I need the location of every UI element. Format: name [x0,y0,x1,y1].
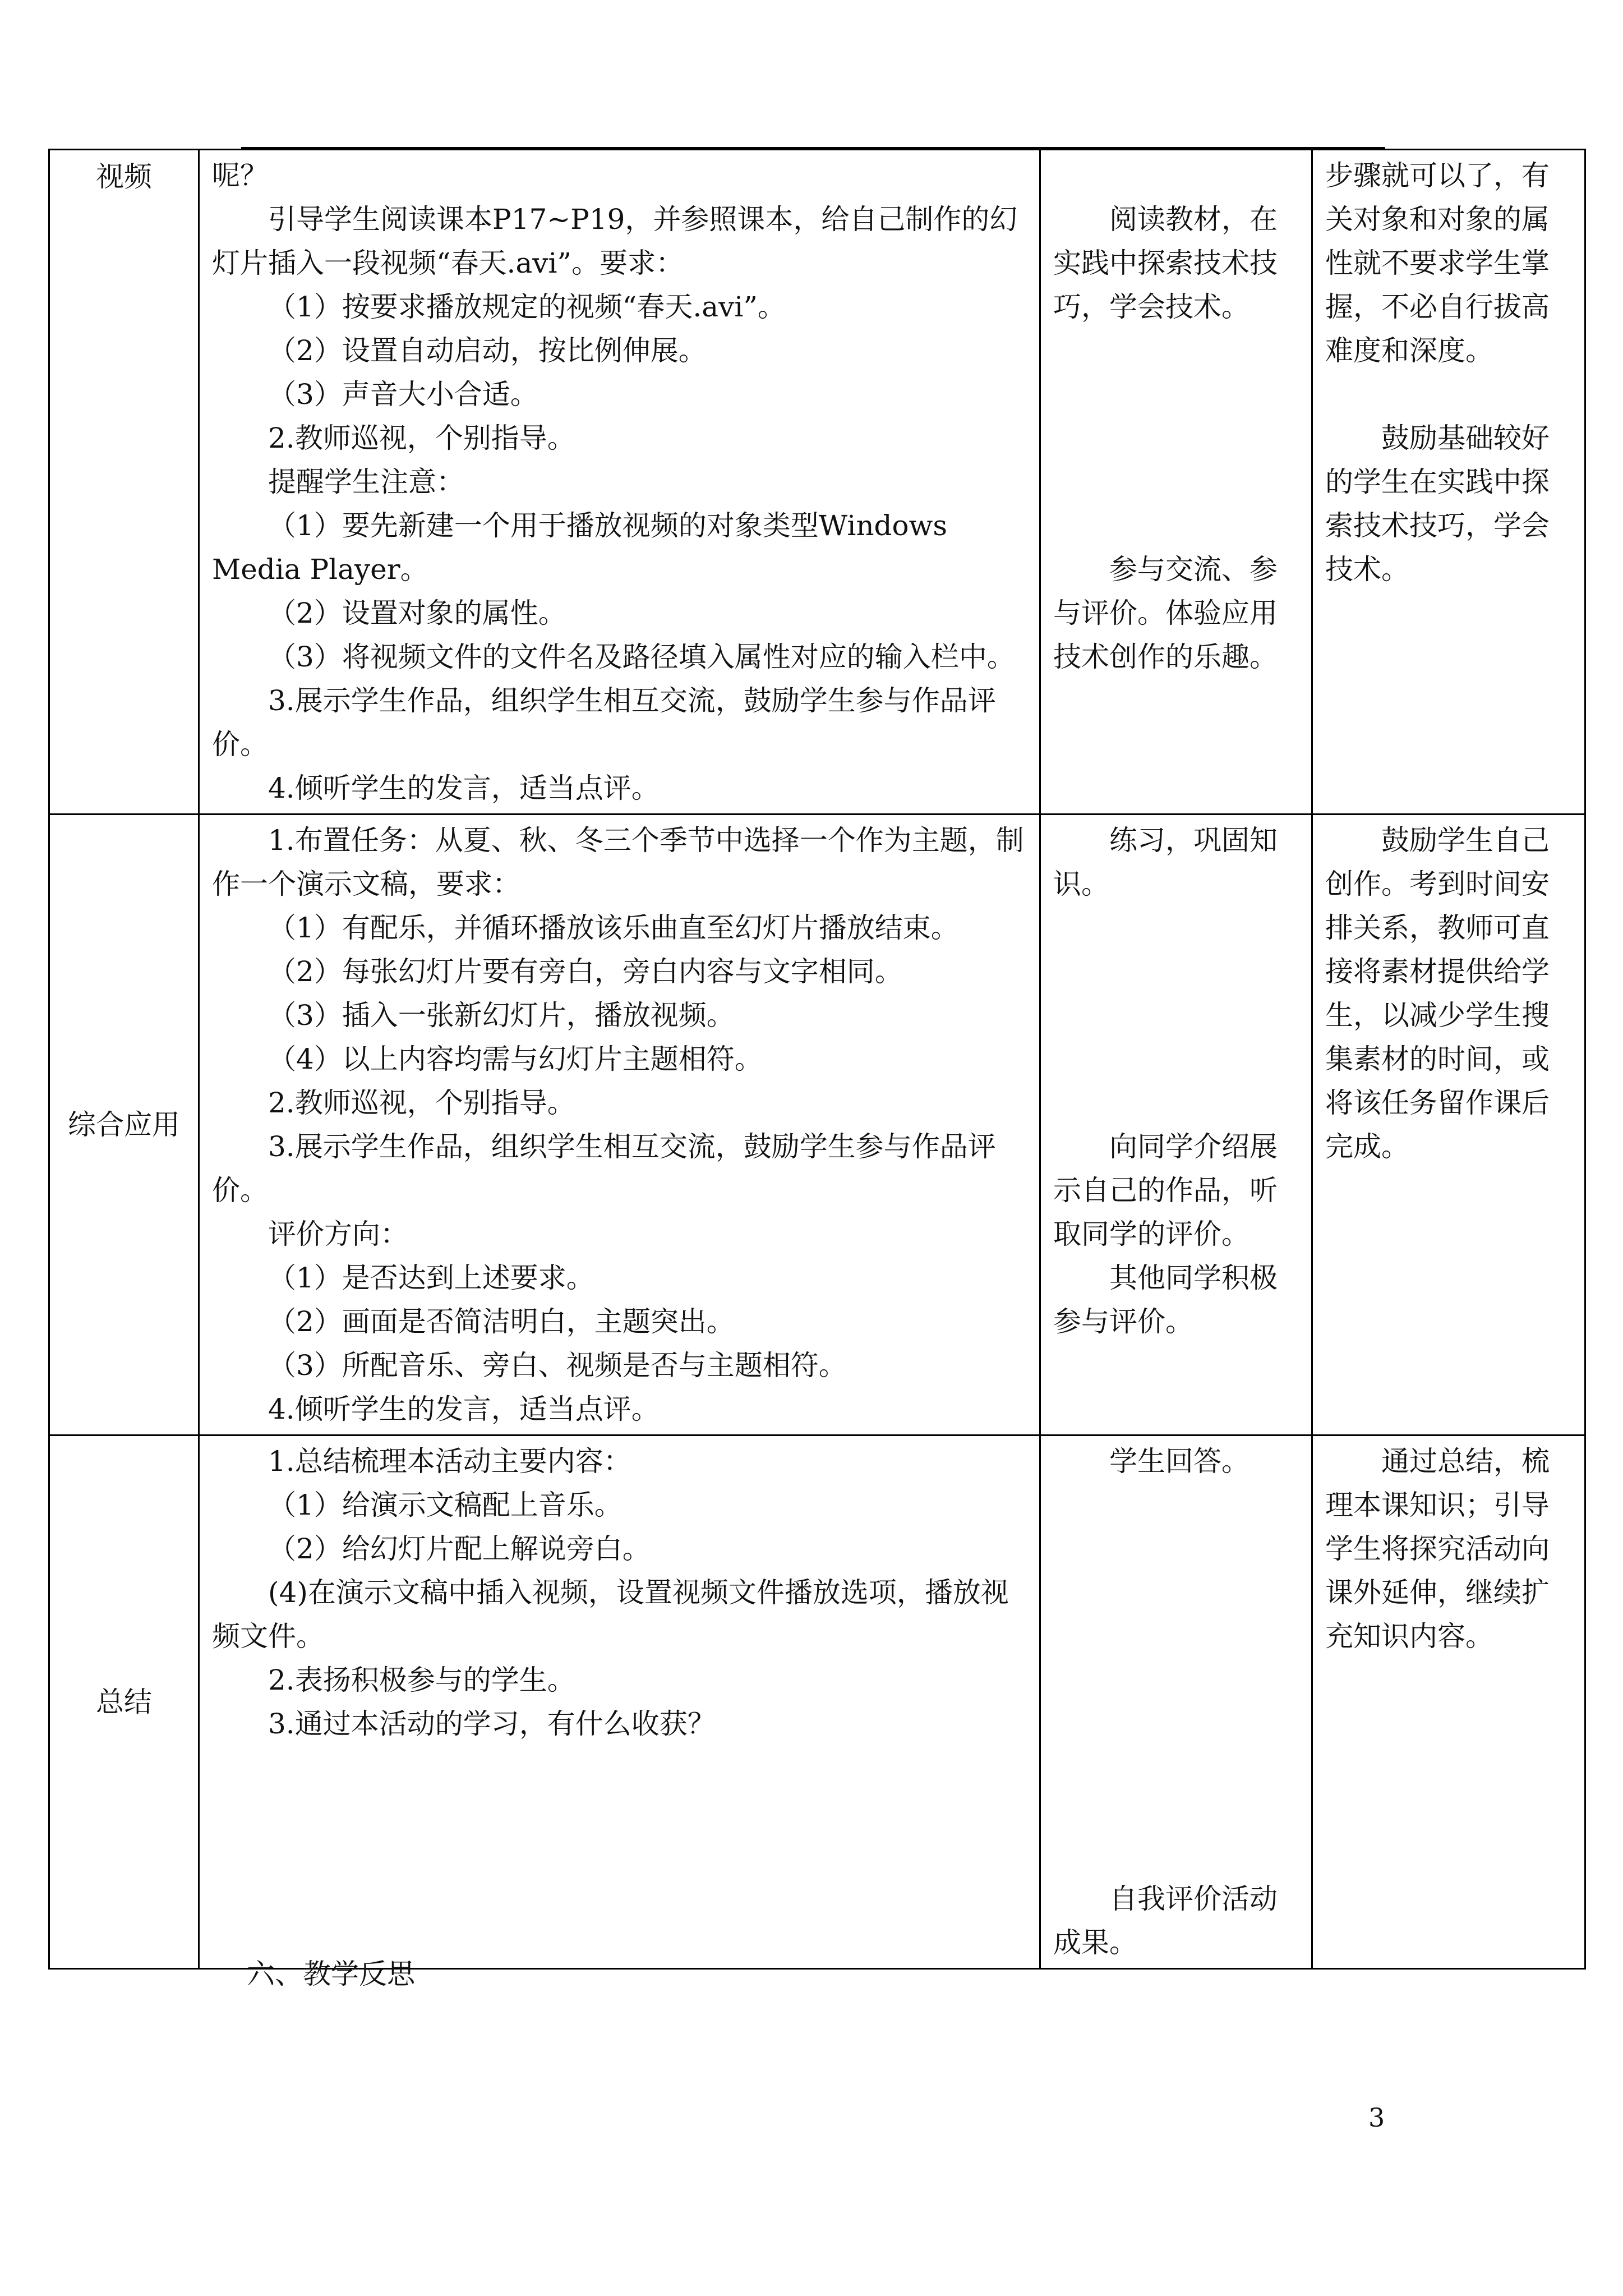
page-number: 3 [1368,2102,1385,2133]
table-row-summary [49,1435,1585,1969]
design-notes-cell: 鼓励学生自己创作。考到时间安排关系，教师可直接将素材提供给学生，以减少学生搜集素材的时间，或将该任务留作课后完成。 [1312,815,1585,1435]
student-activity-cell: 阅读教材，在实践中探索技术技巧，学会技术。 参与交流、参与评价。体验应用技术创作的乐趣。 [1040,150,1312,815]
student-activity-cell: 练习，巩固知识。 向同学介绍展示自己的作品，听取同学的评价。 其他同学积极参与评价。 [1040,815,1312,1435]
table-row-apply [49,815,1585,1435]
row-label: 综合应用 [49,815,199,1435]
design-notes-cell: 步骤就可以了，有关对象和对象的属性就不要求学生掌握，不必自行拔高难度和深度。 鼓励基础较好的学生在实践中探索技术技巧，学会技术。 [1312,150,1585,815]
design-notes-cell: 通过总结，梳理本课知识；引导学生将探究活动向课外延伸，继续扩充知识内容。 [1312,1435,1585,1969]
teacher-activity-cell: 1.布置任务：从夏、秋、冬三个季节中选择一个作为主题，制作一个演示文稿，要求： （1）有配乐，并循环播放该乐曲直至幻灯片播放结束。 （2）每张幻灯片要有旁白，旁白内容与文字相同。 （3）插入一张新幻灯片，播放视频。 （4）以上内容均需与幻灯片主题相符。 2.教师巡视，个别指导。 3.展示学生作品，组织学生相互交流，鼓励学生参与作品评价。 评价方向： （1）是否达到上述要求。 （2）画面是否简洁明白，主题突出。 （3）所配音乐、旁白、视频是否与主题相符。 4.倾听学生的发言，适当点评。 [199,815,1040,1435]
teacher-activity-cell: 1.总结梳理本活动主要内容： （1）给演示文稿配上音乐。 （2）给幻灯片配上解说旁白。 (4)在演示文稿中插入视频，设置视频文件播放选项，播放视频文件。 2.表扬积极参与的学生。 3.通过本活动的学习，有什么收获？ [199,1435,1040,1969]
lesson-plan-table [48,149,1586,1970]
student-activity-cell: 学生回答。 自我评价活动成果。 [1040,1435,1312,1969]
teacher-activity-cell: 呢？ 引导学生阅读课本P17~P19，并参照课本，给自己制作的幻灯片插入一段视频“春天.avi”。要求： （1）按要求播放规定的视频“春天.avi”。 （2）设置自动启动，按比例伸展。 （3）声音大小合适。 2.教师巡视，个别指导。 提醒学生注意： （1）要先新建一个用于播放视频的对象类型Windows Media Player。 （2）设置对象的属性。 （3）将视频文件的文件名及路径填入属性对应的输入栏中。 3.展示学生作品，组织学生相互交流，鼓励学生参与作品评价。 4.倾听学生的发言，适当点评。 [199,150,1040,815]
row-label: 视频 [49,150,199,815]
section-heading: 六、教学反思 [247,1958,415,1990]
row-label: 总结 [49,1435,199,1969]
table-row-video [49,150,1585,815]
